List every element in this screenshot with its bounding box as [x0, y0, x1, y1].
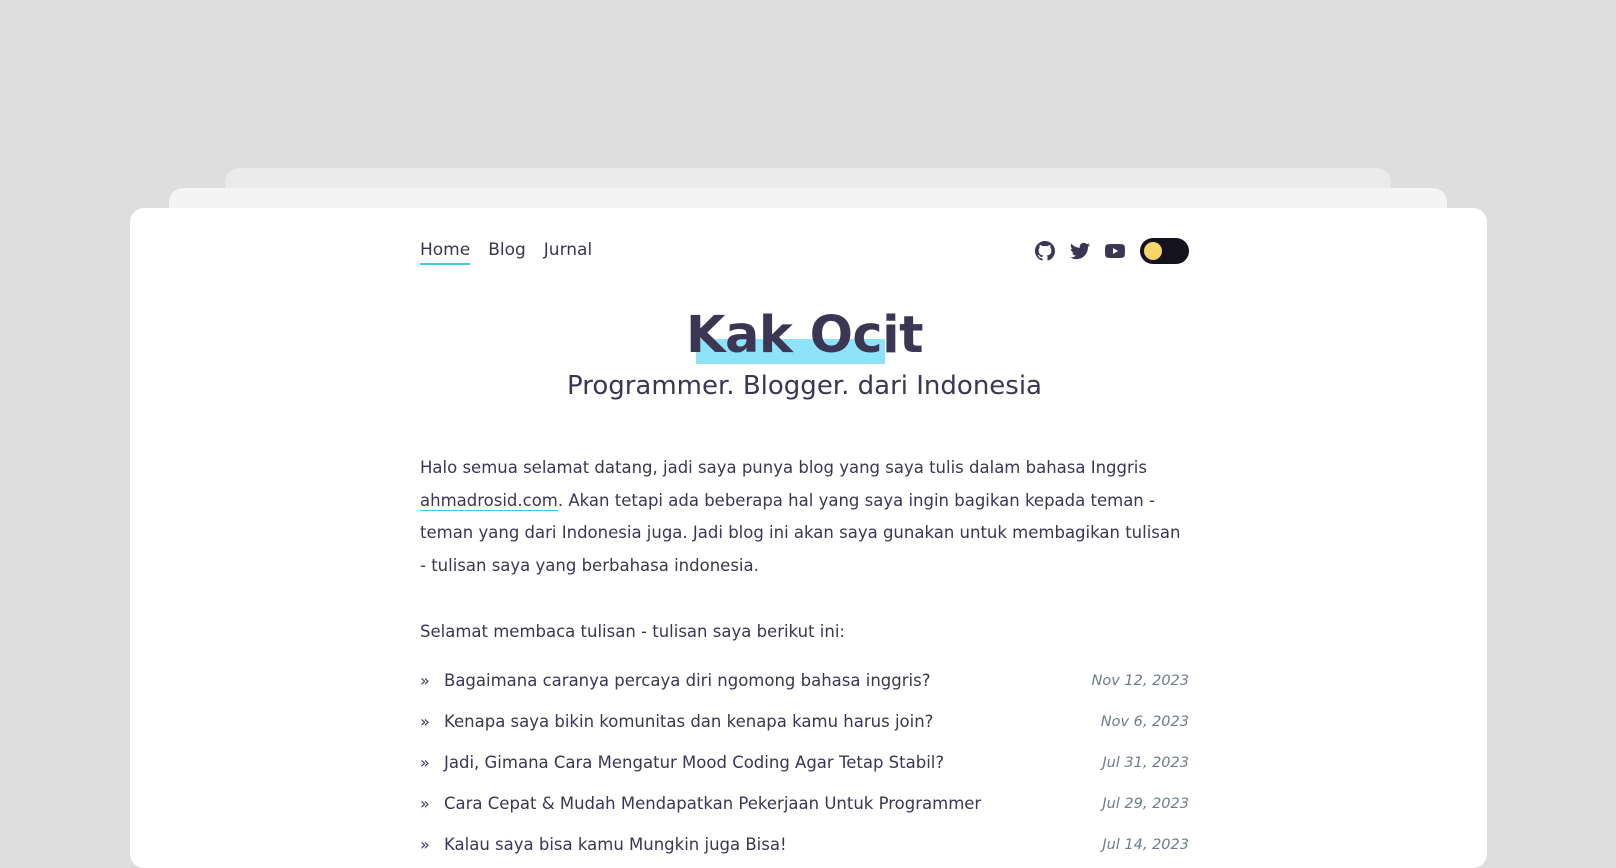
post-item — [420, 783, 1189, 824]
toggle-knob — [1144, 242, 1162, 260]
post-date: Jul 29, 2023 — [1102, 795, 1189, 812]
theme-toggle[interactable] — [1140, 238, 1189, 264]
post-title-link[interactable]: Kenapa saya bikin komunitas dan kenapa kamu harus join? — [444, 712, 934, 731]
post-date: Jul 14, 2023 — [1102, 836, 1189, 853]
intro-paragraph — [420, 452, 1189, 582]
social-links — [1033, 238, 1189, 264]
post-title-link[interactable]: Kalau saya bisa kamu Mungkin juga Bisa! — [444, 835, 787, 854]
post-date: Nov 12, 2023 — [1091, 672, 1189, 689]
posts-lead: Selamat membaca tulisan - tulisan saya berikut ini: — [420, 622, 845, 641]
chevron-double-right-icon: » — [420, 794, 430, 813]
nav-blog[interactable]: Blog — [488, 240, 526, 260]
post-date: Nov 6, 2023 — [1100, 713, 1189, 730]
nav-home[interactable]: Home — [420, 240, 470, 265]
post-item — [420, 660, 1189, 701]
chevron-double-right-icon: » — [420, 671, 430, 690]
post-item — [420, 742, 1189, 783]
twitter-icon[interactable] — [1068, 240, 1091, 263]
chevron-double-right-icon: » — [420, 835, 430, 854]
page-title: Kak Ocit — [685, 306, 924, 365]
post-title-link[interactable]: Jadi, Gimana Cara Mengatur Mood Coding Agar Tetap Stabil? — [444, 753, 945, 772]
chevron-double-right-icon: » — [420, 712, 430, 731]
nav-jurnal[interactable]: Jurnal — [543, 240, 593, 260]
github-icon[interactable] — [1033, 240, 1056, 263]
post-item — [420, 824, 1189, 865]
youtube-icon[interactable] — [1103, 240, 1126, 263]
title-wrap — [686, 306, 923, 366]
chevron-double-right-icon: » — [420, 753, 430, 772]
post-item — [420, 701, 1189, 742]
page-subtitle: Programmer. Blogger. dari Indonesia — [566, 371, 1042, 401]
page-card — [130, 208, 1487, 868]
main-nav — [420, 240, 592, 265]
intro-text-start: Halo semua selamat datang, jadi saya punya blog yang saya tulis dalam bahasa Inggris — [420, 458, 1147, 477]
post-title-link[interactable]: Bagaimana caranya percaya diri ngomong bahasa inggris? — [444, 671, 931, 690]
ahmadrosid-link[interactable]: ahmadrosid.com — [420, 490, 558, 510]
intro-text-end: . Akan tetapi ada beberapa hal yang saya ingin bagikan kepada teman - teman yang dari Indonesia juga. Jadi blog ini akan saya gunakan untuk membagikan tulisan - tulisan saya yang berbahasa indonesia. — [420, 490, 1181, 575]
post-list — [420, 660, 1189, 865]
post-date: Jul 31, 2023 — [1102, 754, 1189, 771]
hero — [420, 306, 1189, 402]
post-title-link[interactable]: Cara Cepat & Mudah Mendapatkan Pekerjaan Untuk Programmer — [444, 794, 982, 813]
